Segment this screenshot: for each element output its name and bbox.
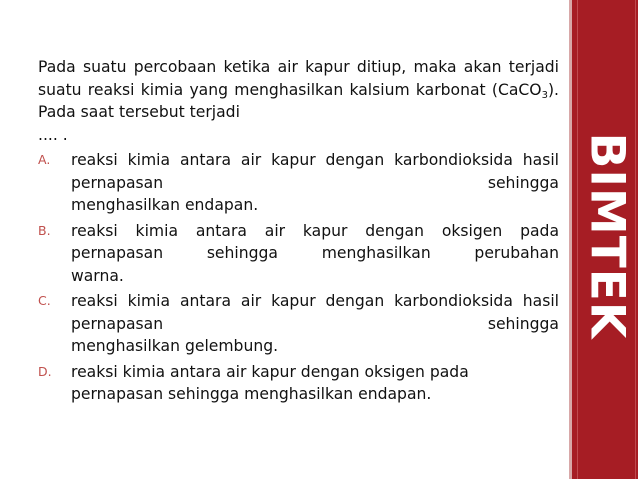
option-text-a: reaksi kimia antara air kapur dengan karbondioksida hasil pernapasan sehingga (71, 151, 559, 192)
formula-subscript: 3 (541, 89, 548, 101)
option-letter-b: B. (38, 222, 51, 238)
question-text-before-formula: Pada suatu percobaan ketika air kapur ditiup, maka akan terjadi suatu reaksi kimia yang menghasilkan kalsium karbonat (CaCO (38, 58, 559, 99)
sidebar-inner-frame (577, 0, 636, 479)
option-letter-a: A. (38, 152, 51, 167)
question-text (38, 56, 559, 146)
question-content (38, 56, 559, 409)
option-text-c-last-line: menghasilkan gelembung. (71, 337, 279, 355)
option-text-b: reaksi kimia antara air kapur dengan oksigen pada pernapasan sehingga menghasilkan perubahan (71, 221, 559, 262)
question-dots: .... . (38, 125, 68, 144)
option-b[interactable] (38, 220, 559, 288)
sidebar-band (569, 0, 638, 479)
option-a[interactable] (38, 149, 559, 217)
option-text-d: reaksi kimia antara air kapur dengan oksigen pada (71, 362, 469, 381)
option-text-c: reaksi kimia antara air kapur dengan karbondioksida hasil pernapasan sehingga (71, 292, 559, 333)
question-text-after-formula: ). Pada saat tersebut terjadi (38, 80, 559, 121)
option-text-b-last-line: warna. (71, 266, 124, 285)
option-d[interactable] (38, 361, 559, 406)
option-letter-c: C. (38, 293, 51, 308)
option-text-d-last-line: pernapasan sehingga menghasilkan endapan. (71, 385, 432, 403)
option-c[interactable] (38, 290, 559, 358)
option-text-a-last-line: menghasilkan endapan. (71, 196, 259, 214)
sidebar-title: BIMTEK (579, 132, 634, 340)
option-letter-d: D. (38, 363, 52, 379)
answer-options (38, 149, 559, 406)
